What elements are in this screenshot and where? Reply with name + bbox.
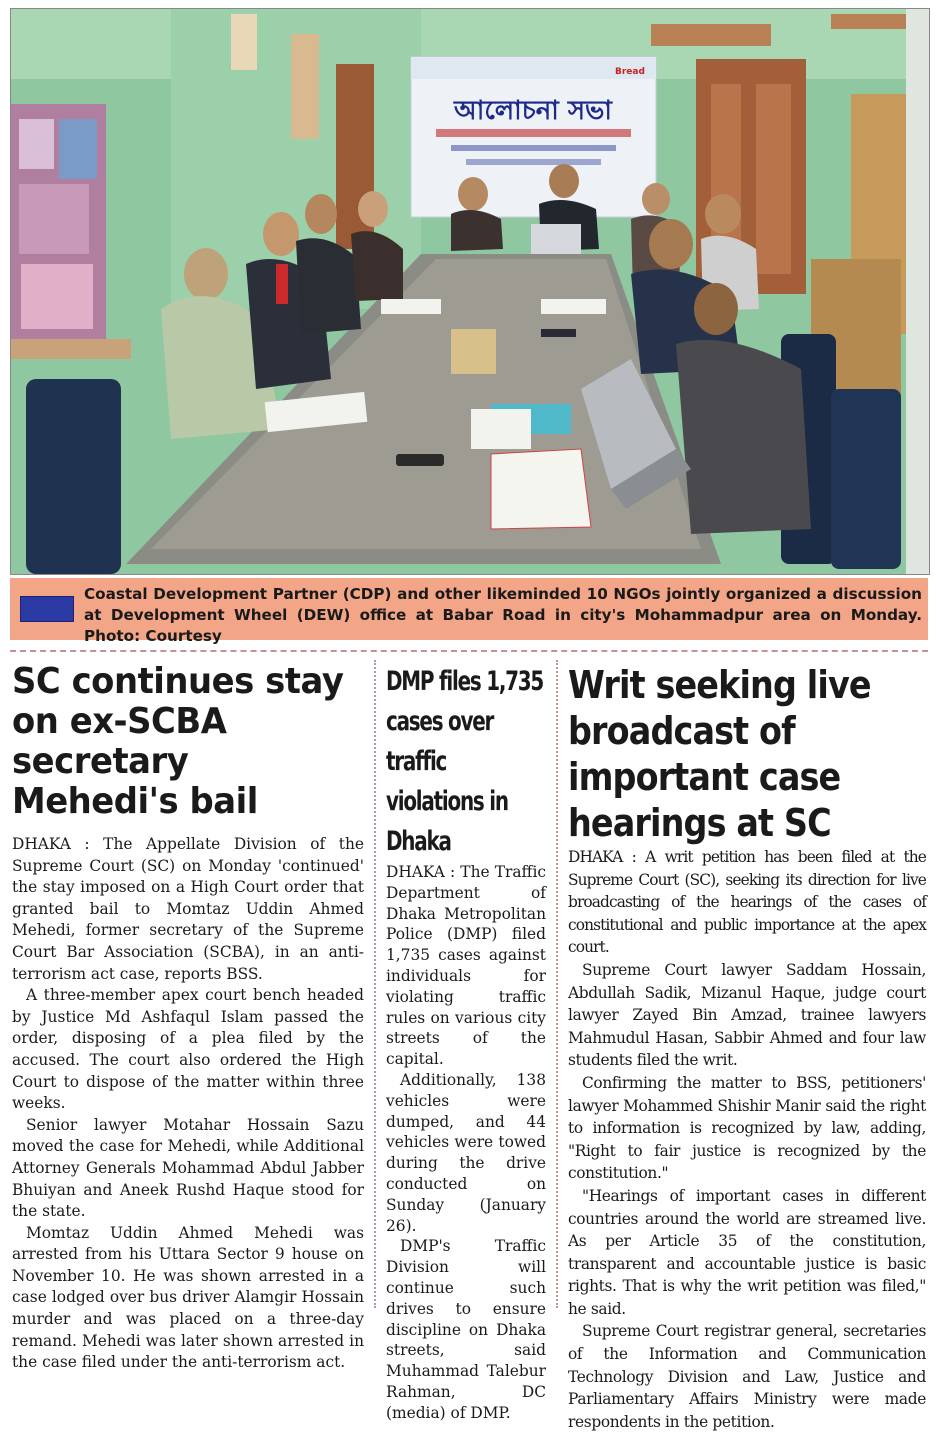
banner-logo: Bread [615, 67, 645, 77]
photo-caption: Coastal Development Partner (CDP) and other likeminded 10 NGOs jointly organized a discussion at Development Wheel (DEW) office at Babar Road in city's Mohammadpur area on Monday. Photo: Courtesy [84, 585, 922, 645]
article-dmp-cases [386, 662, 546, 1424]
paragraph: DHAKA : A writ petition has been filed at the Supreme Court (SC), seeking its direction for live broadcasting of the hearings of the cases of constitutional and public importance at the apex court. [568, 848, 926, 957]
paragraph: Senior lawyer Motahar Hossain Sazu moved the case for Mehedi, while Additional Attorney Generals Mohammad Abdul Jabber Bhuiyan and Aneek Rushd Haque stood for the state. [12, 1115, 364, 1221]
article-writ-broadcast [568, 662, 926, 1433]
paragraph: Confirming the matter to BSS, petitioners' lawyer Mohammed Shishir Manir said the right to information is recognized by law, adding, "Right to fair justice is recognized by the constitution." [568, 1073, 926, 1183]
article-sc-stay [12, 662, 364, 1374]
article-body [12, 834, 364, 1374]
paragraph: DHAKA : The Traffic Department of Dhaka Metropolitan Police (DMP) filed 1,735 cases against individuals for violating traffic rules on various city streets of the capital. [386, 863, 546, 1069]
paragraph: Additionally, 138 vehicles were dumped, and 44 vehicles were towed during the drive conducted on Sunday (January 26). [386, 1070, 546, 1235]
paragraph: Supreme Court registrar general, secretaries of the Information and Communication Technology Division and Law, Justice and Parliamentary Affairs Ministry were made respondents in the petition. [568, 1322, 926, 1431]
paragraph: A three-member apex court bench headed by Justice Md Ashfaqul Islam passed the order, disposing of a plea filed by the accused. The court also ordered the High Court to dispose of the matter within three weeks. [12, 986, 364, 1113]
caption-marker [20, 596, 74, 622]
article-body [386, 862, 546, 1424]
column-divider [556, 660, 558, 1308]
article-body [568, 846, 926, 1433]
paragraph: Momtaz Uddin Ahmed Mehedi was arrested from his Uttara Sector 9 house on November 10. He was shown arrested in a case lodged over bus driver Alamgir Hossain murder and was placed on a three-day remand. Mehedi was later shown arrested in the case filed under the anti-terrorism act. [12, 1223, 364, 1372]
news-photo [10, 8, 930, 575]
section-divider [10, 650, 928, 652]
headline: DMP files 1,735 cases over traffic violations in Dhaka [386, 666, 544, 857]
paragraph: Supreme Court lawyer Saddam Hossain, Abdullah Sadik, Mizanul Haque, judge court lawyer Zayed Bin Amzad, trainee lawyers Mahmudul Hasan, Sabbir Ahmed and four law students filed the writ. [568, 960, 926, 1070]
headline: SC continues stay on ex-SCBA secretary Mehedi's bail [12, 661, 344, 822]
column-divider [374, 660, 376, 1308]
photo-caption-bar [10, 578, 928, 645]
paragraph: DHAKA : The Appellate Division of the Supreme Court (SC) on Monday 'continued' the stay imposed on a High Court order that granted bail to Momtaz Uddin Ahmed Mehedi, former secretary of the Supreme Court Bar Association (SCBA), in an anti-terrorism act case, reports BSS. [12, 835, 364, 983]
paragraph: "Hearings of important cases in different countries around the world are streamed live. As per Article 35 of the constitution, transparent and accountable justice is basic rights. That is why the writ petition was filed," he said. [568, 1186, 926, 1318]
paragraph: DMP's Traffic Division will continue such drives to ensure discipline on Dhaka streets, said Muhammad Talebur Rahman, DC (media) of DMP. [386, 1237, 546, 1422]
headline: Writ seeking live broadcast of important case hearings at SC [568, 663, 871, 845]
banner-title: আলোচনা সভা [454, 96, 612, 126]
